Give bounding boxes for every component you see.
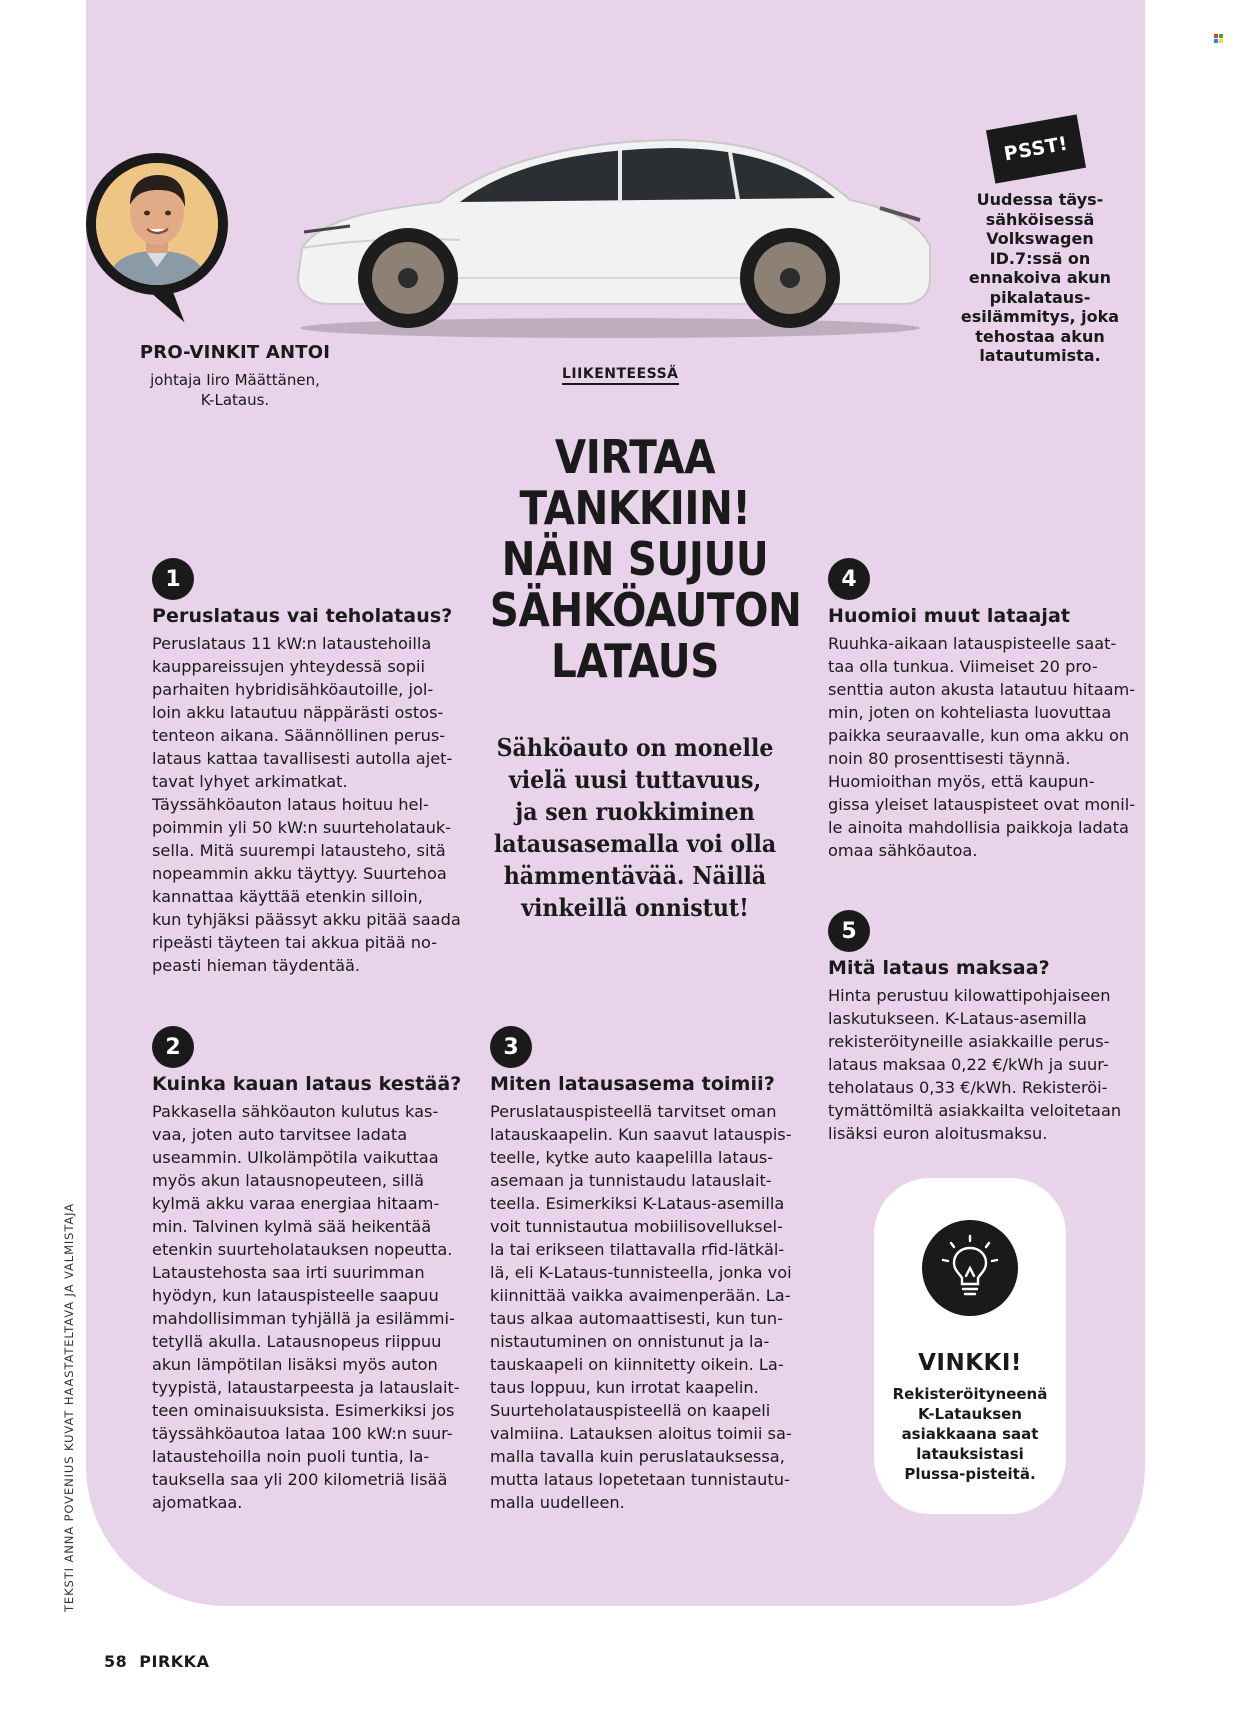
section-number-2: 2 [152,1026,194,1068]
expert-credit-text: johtaja Iiro Määttänen, K-Lataus. [150,371,320,409]
tip-title: VINKKI! [918,1350,1022,1376]
psst-text: Uudessa täys- sähköisessä Volkswagen ID.7:ssä on ennakoiva akun pikalataus- esilämmitys, joka tehostaa akun latautumista. [960,190,1120,365]
side-credit: TEKSTI ANNA POVENIUS KUVAT HAASTATELTAVA JA VALMISTAJA [62,1202,76,1612]
section-title-5: Mitä lataus maksaa? [828,957,1050,979]
car-caption: LIIKENTEESSÄ [562,366,679,385]
section-title-4: Huomioi muut lataajat [828,605,1071,627]
expert-credit-title: PRO-VINKIT ANTOI [139,342,331,363]
section-body-4: Ruuhka-aikaan latauspisteelle saat- taa olla tunkua. Viimeiset 20 pro- senttia auton akusta latautuu hitaam- min, joten on kohteliasta luovuttaa paikka seuraavalle, kun oma akku on noin 80 prosenttisesti täynnä. Huomioithan myös, että kaupun- gissa yleiset latauspisteet ovat monil- le ainoita mahdollisia paikkoja ladata omaa sähköautoa. [828,634,1136,860]
section-title-2: Kuinka kauan lataus kestää? [152,1073,462,1095]
article-lead: Sähköauto on monelle vielä uusi tuttavuus, ja sen ruokkiminen latausasemalla voi olla hämmentävää. Näillä vinkeillä onnistut! [493,733,777,922]
section-title-3: Miten latausasema toimii? [490,1073,775,1095]
page-number: 58 [104,1652,128,1671]
section-number-5: 5 [828,910,870,952]
section-number-1: 1 [152,558,194,600]
section-body-2: Pakkasella sähköauton kulutus kas- vaa, joten auto tarvitsee ladata useammin. Ulkolämpötila vaikuttaa myös akun latausnopeuteen, sillä kylmä akku varaa energiaa hitaam- min. Talvinen kylmä sää heikentää etenkin suurteholatauksen nopeutta. Lataustehosta saa irti suurimman hyödyn, kun latauspisteelle saapuu mahdollisimman tyhjällä ja esilämmi- tetyllä akulla. Latausnopeus riippuu akun lämpötilan lisäksi myös auton tyypistä, lataustarpeesta ja latauslait- teen ominaisuuksista. Esimerkiksi jos täyssähköautoa lataa 100 kW:n suur- lataustehoilla noin puoli tuntia, la- tauksella saa yli 200 kilometriä lisää ajomatkaa. [152,1102,460,1512]
section-number-4: 4 [828,558,870,600]
tip-text: Rekisteröityneenä K-Latauksen asiakkaana saat latauksistasi Plussa-pisteitä. [892,1385,1048,1483]
section-number-3: 3 [490,1026,532,1068]
section-body-1: Peruslataus 11 kW:n lataustehoilla kauppareissujen yhteydessä sopii parhaiten hybridisähköautoille, jol- loin akku latautuu näppärästi ostos- tenteon aikana. Säännöllinen perus- lataus kattaa tavallisesti autolla ajet- tavat lyhyet arkimatkat. Täyssähköauton lataus hoituu hel- poimmin yli 50 kW:n suurteholatauk- sella. Mitä suurempi lataustehо, sitä nopeammin akku täyttyy. Suurtehoa kannattaa käyttää etenkin silloin, kun tyhjäksi päässyt akku pitää saada ripeästi täyteen tai akkua pitää no- peasti hieman täydentää. [152,634,461,975]
expert-portrait [86,153,228,295]
section-body-5: Hinta perustuu kilowattipohjaiseen laskutukseen. K-Lataus-asemilla rekisteröityneille asiakkaille perus- lataus maksaa 0,22 €/kWh ja suur- teholataus 0,33 €/kWh. Rekisteröi- tymättömiltä asiakkailta veloitetaan lisäksi euron aloitusmaksu. [828,986,1122,1143]
section-body-3: Peruslatauspisteellä tarvitset oman latauskaapelin. Kun saavut lataus​pis- teelle, kytke auto kaapelilla lataus- asemaan ja tunnistaudu latauslait- teella. Esimerkiksi K-Lataus-asemilla voit tunnistautua mobiilisovelluksel- la tai erikseen tilattavalla rfid-lätkäl- lä, eli K-Lataus-tunnisteella, jonka voi kiinnittää vaikka avaimenperään. La- taus alkaa automaattisesti, kun tun- nistautuminen on onnistunut ja la- tauskaapeli on kiinnitetty oikein. La- taus loppuu, kun irrotat kaapelin. Suurteholatauspisteellä on kaapeli valmiina. Latauksen aloitus toimii sa- malla tavalla kuin peruslatauksessa, mutta lataus lopetetaan tunnistautu- malla uudelleen. [490,1102,792,1512]
magazine-name: PIRKKA [139,1652,210,1671]
psst-badge: PSST! [986,114,1086,183]
lightbulb-icon [922,1220,1018,1316]
page-folio [104,1652,209,1671]
car-photo [290,128,940,350]
tip-box [874,1178,1066,1514]
color-registration-mark [1214,34,1223,43]
section-title-1: Peruslataus vai teholataus? [152,605,453,627]
article-headline: VIRTAA TANKKIIN! NÄIN SUJUU SÄHKÖAUTON LATAUS [489,430,802,688]
